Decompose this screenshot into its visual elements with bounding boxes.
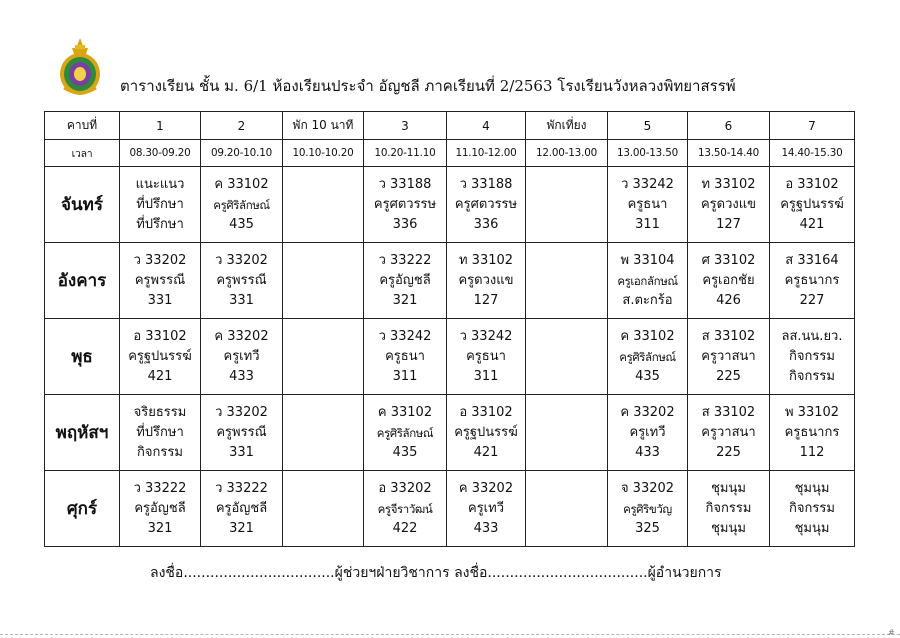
- cell-line: ท 33102: [458, 252, 514, 268]
- day-label: พุธ: [45, 319, 120, 395]
- day-row: [45, 243, 855, 319]
- cell-line: ว 33202: [133, 252, 187, 268]
- header-cell: คาบที่: [45, 112, 120, 140]
- signature-line: ลงชื่อ..................................ผู้ช่วยฯฝ่ายวิชาการ ลงชื่อ....................................ผู้อำนวยการ: [150, 565, 722, 581]
- cell-line: ว 33188: [378, 176, 432, 192]
- time-cell: 14.40-15.30: [770, 140, 855, 167]
- cell-line: กิจกรรม: [789, 348, 835, 364]
- time-cell: 13.50-14.40: [688, 140, 770, 167]
- cell-line: ครูเทวี: [468, 500, 504, 516]
- cell-line: ว 33222: [215, 480, 268, 496]
- cell-line: ที่ปรึกษา: [136, 196, 184, 212]
- cell-line: ครูศิริลักษณ์: [213, 197, 270, 212]
- cell-line: ส.ตะกร้อ: [622, 292, 673, 308]
- cell-line: ครูอัญชลี: [215, 500, 268, 516]
- time-cell: 09.20-10.10: [201, 140, 283, 167]
- cell-line: 433: [473, 520, 499, 536]
- period-cell: [201, 471, 283, 547]
- period-cell: [120, 319, 201, 395]
- time-cell: 08.30-09.20: [120, 140, 201, 167]
- cell-line: 225: [716, 368, 741, 384]
- cell-line: ว 33222: [133, 480, 187, 496]
- cell-line: อ 33202: [378, 480, 432, 496]
- cell-line: ครูฐปนรรฆ์: [454, 424, 518, 440]
- cell-line: จริยธรรม: [133, 404, 187, 420]
- header-cell: 5: [608, 112, 688, 140]
- time-cell: 13.00-13.50: [608, 140, 688, 167]
- crown-icon: [72, 38, 88, 54]
- cell-line: ครูฐปนรรฆ์: [780, 196, 844, 212]
- cell-line: กิจกรรม: [705, 500, 752, 516]
- cell-line: 112: [799, 444, 825, 460]
- cell-line: พ 33104: [620, 252, 675, 268]
- period-cell: [120, 243, 201, 319]
- cell-line: 421: [147, 368, 173, 384]
- cell-line: 321: [392, 292, 418, 308]
- cell-line: 435: [635, 368, 660, 384]
- period-cell: [608, 319, 688, 395]
- day-row: [45, 395, 855, 471]
- cell-line: ค 33202: [620, 404, 675, 420]
- cell-line: ว 33202: [215, 404, 268, 420]
- header-cell: 2: [201, 112, 283, 140]
- period-cell: [770, 395, 855, 471]
- cell-line: 331: [147, 292, 173, 308]
- cell-line: ศ 33102: [701, 252, 756, 268]
- period-cell: [688, 471, 770, 547]
- cell-line: 435: [392, 444, 418, 460]
- cell-line: กิจกรรม: [137, 444, 183, 460]
- header-cell: 6: [688, 112, 770, 140]
- period-cell: [688, 395, 770, 471]
- cell-line: 127: [716, 216, 741, 232]
- header-cell: 3: [364, 112, 447, 140]
- cell-line: จ 33202: [620, 480, 675, 496]
- period-cell: [688, 319, 770, 395]
- break-cell: [526, 319, 608, 395]
- cell-line: 311: [392, 368, 418, 384]
- period-cell: [770, 243, 855, 319]
- cell-line: ว 33188: [459, 176, 513, 192]
- day-row: [45, 319, 855, 395]
- period-cell: [364, 395, 447, 471]
- cell-line: ชุมนุม: [794, 520, 830, 536]
- cell-line: ครูดวงแข: [700, 196, 757, 212]
- day-label: อังคาร: [45, 243, 120, 319]
- day-label: ศุกร์: [45, 471, 120, 547]
- period-cell: [770, 319, 855, 395]
- header-cell: 1: [120, 112, 201, 140]
- period-cell: [364, 471, 447, 547]
- cell-line: 311: [635, 216, 660, 232]
- period-cell: [447, 395, 526, 471]
- cell-line: ค 33102: [620, 328, 675, 344]
- cell-line: ท 33102: [701, 176, 756, 192]
- cell-line: กิจกรรม: [789, 500, 835, 516]
- break-cell: [526, 243, 608, 319]
- cell-line: แนะแนว: [135, 176, 185, 192]
- cell-line: พ 33102: [784, 404, 840, 420]
- header-cell: พักเที่ยง: [526, 112, 608, 140]
- cell-line: ครูศิริขวัญ: [623, 501, 672, 516]
- cell-line: 311: [473, 368, 499, 384]
- period-cell: [447, 243, 526, 319]
- cell-line: 325: [635, 520, 660, 536]
- break-cell: [283, 471, 364, 547]
- cell-line: 421: [799, 216, 825, 232]
- period-cell: [120, 167, 201, 243]
- cell-line: ครูศิริลักษณ์: [619, 349, 676, 364]
- cell-line: 321: [229, 520, 254, 536]
- time-row: [45, 140, 855, 167]
- cell-line: ครูธนากร: [784, 424, 840, 440]
- cell-line: ส 33102: [701, 328, 756, 344]
- period-cell: [364, 243, 447, 319]
- header-row: [45, 112, 855, 140]
- break-cell: [283, 395, 364, 471]
- period-cell: [608, 471, 688, 547]
- time-cell: 11.10-12.00: [447, 140, 526, 167]
- cell-line: ครูวาสนา: [701, 348, 756, 364]
- cell-line: 433: [635, 444, 660, 460]
- period-cell: [120, 395, 201, 471]
- cell-line: 336: [473, 216, 499, 232]
- day-label: พฤหัสฯ: [45, 395, 120, 471]
- cell-line: ว 33202: [215, 252, 268, 268]
- cell-line: ครูวาสนา: [701, 424, 756, 440]
- cell-line: ครูศตวรรษ: [454, 196, 518, 212]
- period-cell: [201, 243, 283, 319]
- cell-line: 331: [229, 444, 254, 460]
- cell-line: ที่ปรึกษา: [136, 424, 184, 440]
- cell-line: ครูพรรณี: [216, 272, 267, 288]
- period-cell: [608, 395, 688, 471]
- page-title: ตารางเรียน ชั้น ม. 6/1 ห้องเรียนประจำ อัญชลี ภาคเรียนที่ 2/2563 โรงเรียนวังหลวงพิทยาสรรพ์: [120, 77, 736, 95]
- cell-line: อ 33102: [133, 328, 187, 344]
- cell-line: ค 33102: [214, 176, 269, 192]
- cell-line: ชุมนุม: [711, 520, 746, 536]
- period-cell: [770, 471, 855, 547]
- cell-line: ครูธนา: [385, 348, 425, 364]
- cell-line: ส 33164: [785, 252, 839, 268]
- cell-line: ค 33102: [377, 404, 433, 420]
- period-cell: [770, 167, 855, 243]
- cell-line: 435: [229, 216, 254, 232]
- cell-line: 127: [473, 292, 499, 308]
- period-cell: [201, 319, 283, 395]
- cell-line: ครูธนา: [627, 196, 668, 212]
- cell-line: ที่ปรึกษา: [136, 216, 184, 232]
- cell-line: อ 33102: [785, 176, 839, 192]
- cell-line: 321: [147, 520, 173, 536]
- cell-line: ค 33202: [214, 328, 269, 344]
- cell-line: ครูฐปนรรฆ์: [128, 348, 192, 364]
- break-cell: [526, 167, 608, 243]
- corner-mark: #: [888, 628, 895, 637]
- cell-line: 422: [392, 520, 418, 536]
- timetable: [44, 111, 855, 547]
- period-cell: [201, 395, 283, 471]
- period-cell: [608, 243, 688, 319]
- cell-line: 336: [392, 216, 418, 232]
- period-cell: [447, 471, 526, 547]
- cell-line: ครูอัญชลี: [379, 272, 431, 288]
- period-cell: [688, 243, 770, 319]
- cell-line: ส 33102: [701, 404, 756, 420]
- break-cell: [283, 319, 364, 395]
- break-cell: [526, 395, 608, 471]
- cell-line: 227: [799, 292, 825, 308]
- cell-line: 421: [473, 444, 499, 460]
- cell-line: ว 33242: [621, 176, 674, 192]
- break-cell: [526, 471, 608, 547]
- cell-line: อ 33102: [459, 404, 513, 420]
- cell-line: ครูธนา: [466, 348, 506, 364]
- period-cell: [364, 167, 447, 243]
- period-cell: [201, 167, 283, 243]
- cell-line: ครูศิริลักษณ์: [376, 425, 434, 440]
- day-row: [45, 167, 855, 243]
- cell-line: ลส.นน.ยว.: [781, 328, 843, 344]
- break-cell: [283, 243, 364, 319]
- cell-line: ครูเอกลักษณ์: [617, 273, 678, 288]
- cell-line: ครูดวงแข: [458, 272, 514, 288]
- period-cell: [447, 319, 526, 395]
- period-cell: [688, 167, 770, 243]
- period-cell: [608, 167, 688, 243]
- school-emblem-logo: [56, 36, 104, 98]
- cell-line: 225: [716, 444, 741, 460]
- header-cell: 7: [770, 112, 855, 140]
- time-cell: 12.00-13.00: [526, 140, 608, 167]
- cell-line: กิจกรรม: [789, 368, 835, 384]
- time-cell: 10.10-10.20: [283, 140, 364, 167]
- cell-line: ครูพรรณี: [216, 424, 267, 440]
- cell-line: ว 33242: [378, 328, 432, 344]
- cell-line: ค 33202: [458, 480, 514, 496]
- period-cell: [364, 319, 447, 395]
- cell-line: ครูเทวี: [629, 424, 666, 440]
- cell-line: ครูเอกชัย: [702, 272, 755, 288]
- cell-line: ครูธนากร: [784, 272, 840, 288]
- header-cell: 4: [447, 112, 526, 140]
- cell-line: 433: [229, 368, 254, 384]
- time-cell: เวลา: [45, 140, 120, 167]
- cell-line: ว 33242: [459, 328, 513, 344]
- cell-line: ชุมนุม: [711, 480, 746, 496]
- period-cell: [447, 167, 526, 243]
- cell-line: 331: [229, 292, 254, 308]
- cell-line: 426: [716, 292, 741, 308]
- cell-line: ครูเทวี: [223, 348, 260, 364]
- day-label: จันทร์: [45, 167, 120, 243]
- cell-line: ครูอัญชลี: [134, 500, 186, 516]
- cell-line: ว 33222: [378, 252, 432, 268]
- cell-line: ครูจีราวัฒน์: [377, 501, 433, 516]
- time-cell: 10.20-11.10: [364, 140, 447, 167]
- header-cell: พัก 10 นาที: [283, 112, 364, 140]
- page-divider: [0, 634, 900, 635]
- cell-line: ครูศตวรรษ: [373, 196, 437, 212]
- cell-line: ครูพรรณี: [134, 272, 186, 288]
- break-cell: [283, 167, 364, 243]
- period-cell: [120, 471, 201, 547]
- day-row: [45, 471, 855, 547]
- cell-line: ชุมนุม: [794, 480, 830, 496]
